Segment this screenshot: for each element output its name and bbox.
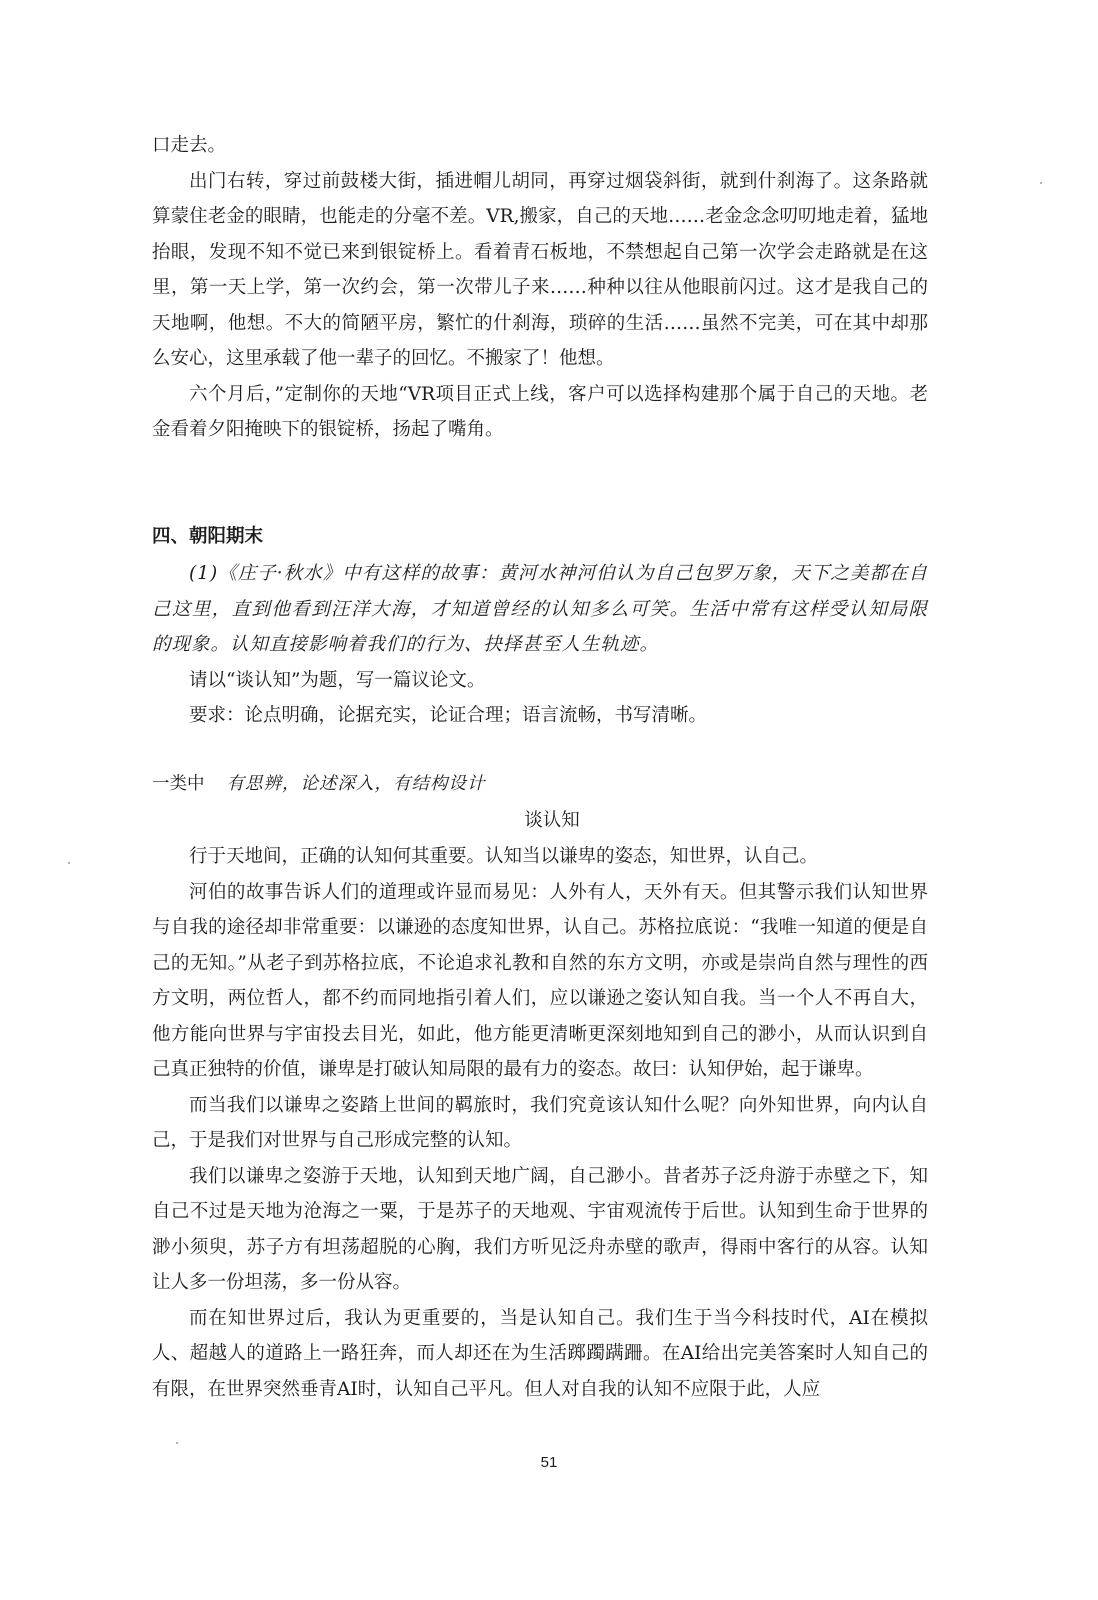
section-heading: 四、朝阳期末 — [152, 526, 264, 547]
page-number: 51 — [540, 1454, 558, 1471]
grade-line — [152, 770, 486, 795]
grade-comment: 有思辨，论述深入，有结构设计 — [226, 774, 486, 794]
essay-title: 谈认知 — [524, 810, 580, 831]
scan-speck — [68, 862, 70, 864]
essay-prompt — [152, 556, 928, 734]
essay-paragraph: 河伯的故事告诉人们的道理或许显而易见：人外有人，天外有天。但其警示我们认知世界与自我的途径却非常重要：以谦逊的态度知世界，认自己。苏格拉底说：“我唯一知道的便是自己的无知。”从老子到苏格拉底，不论追求礼教和自然的东方文明，亦或是崇尚自然与理性的西方文明，两位哲人，都不约而同地指引着人们，应以谦逊之姿认知自我。当一个人不再自大，他方能向世界与宇宙投去目光，如此，他方能更清晰更深刻地知到自己的渺小，从而认识到自己真正独特的价值，谦卑是打破认知局限的最有力的姿态。故曰：认知伊始，起于谦卑。 — [152, 881, 928, 1080]
grade-level: 一类中 — [152, 774, 205, 794]
story-section — [152, 128, 928, 448]
scan-speck — [1040, 182, 1042, 184]
prompt-text: (1)《庄子·秋水》中有这样的故事：黄河水神河伯认为自己包罗万象，天下之美都在自己这里，直到他看到汪洋大海，才知道曾经的认知多么可笑。生活中常有这样受认知局限的现象。认知直接影响着我们的行为、抉择甚至人生轨迹。 — [152, 563, 928, 655]
essay-paragraph: 我们以谦卑之姿游于天地，认知到天地广阔，自己渺小。昔者苏子泛舟游于赤壁之下，知自己不过是天地为沧海之一粟，于是苏子的天地观、宇宙观流传于后世。认知到生命于世界的渺小须臾，苏子方有坦荡超脱的心胸，我们方听见泛舟赤壁的歌声，得雨中客行的从容。认知让人多一份坦荡，多一份从容。 — [152, 1165, 928, 1293]
scan-speck — [176, 1442, 178, 1444]
story-paragraph-1: 口走去。 — [152, 135, 227, 156]
prompt-requirements: 要求：论点明确，论据充实，论证合理；语言流畅，书写清晰。 — [189, 705, 708, 726]
prompt-task: 请以“谈认知”为题，写一篇议论文。 — [189, 669, 486, 691]
story-paragraph-2: 出门右转，穿过前鼓楼大街，插进帽儿胡同，再穿过烟袋斜街，就到什刹海了。这条路就算蒙住老金的眼睛，也能走的分毫不差。VR,搬家，自己的天地……老金念念叨叨地走着，猛地抬眼，发现不知不觉已来到银锭桥上。看着青石板地，不禁想起自己第一次学会走路就是在这里，第一天上学，第一次约会，第一次带儿子来……种种以往从他眼前闪过。这才是我自己的天地啊，他想。不大的简陋平房，繁忙的什刹海，琐碎的生活……虽然不完美，可在其中却那么安心，这里承载了他一辈子的回忆。不搬家了！他想。 — [152, 170, 928, 369]
essay-paragraph: 而当我们以谦卑之姿踏上世间的羁旅时，我们究竟该认知什么呢？向外知世界，向内认自己，于是我们对世界与自己形成完整的认知。 — [152, 1094, 928, 1151]
essay-body — [152, 839, 928, 1407]
story-paragraph-3: 六个月后，”定制你的天地“VR项目正式上线，客户可以选择构建那个属于自己的天地。老金看着夕阳掩映下的银锭桥，扬起了嘴角。 — [152, 383, 928, 440]
essay-paragraph: 行于天地间，正确的认知何其重要。认知当以谦卑的姿态，知世界，认自己。 — [189, 846, 819, 867]
essay-paragraph: 而在知世界过后，我认为更重要的，当是认知自己。我们生于当今科技时代，AI在模拟人、超越人的道路上一路狂奔，而人却还在为生活踯躅蹒跚。在AI给出完美答案时人知自己的有限，在世界突然垂青AI时，认知自己平凡。但人对自我的认知不应限于此，人应 — [152, 1307, 928, 1400]
